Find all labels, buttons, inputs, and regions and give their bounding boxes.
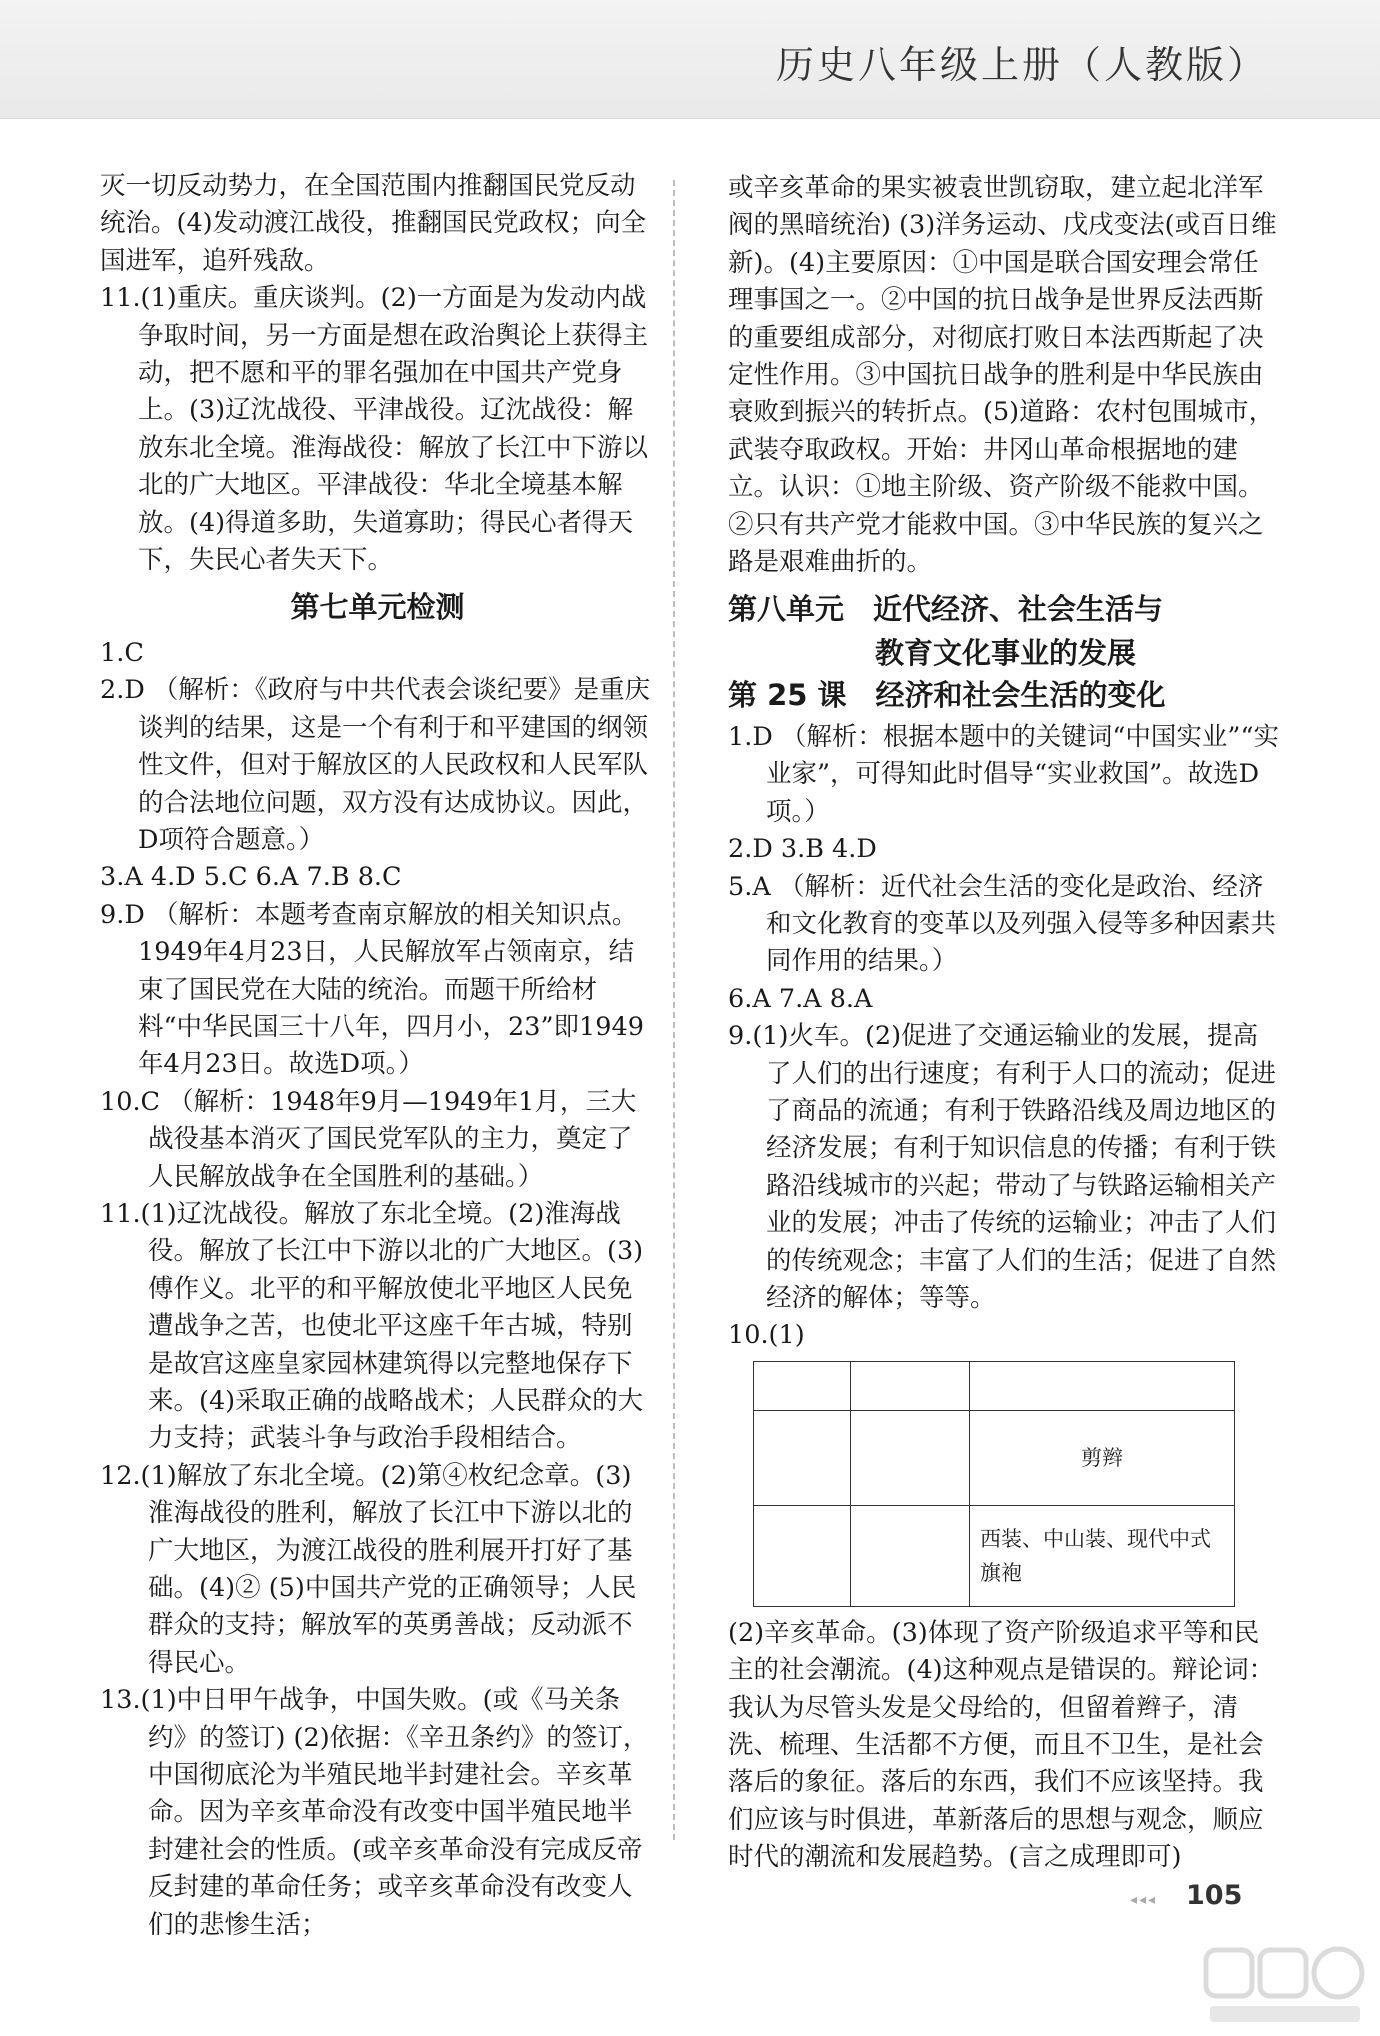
table-cell: 西装、中山装、现代中式旗袍: [970, 1505, 1235, 1606]
answer-item: 2.D （解析：《政府与中共代表会谈纪要》是重庆谈判的结果，这是一个有利于和平建国的纲领性文件，但对于解放区的人民政权和人民军队的合法地位问题，双方没有达成协议。因此，D项符合题意。）: [100, 675, 651, 855]
answer-paragraph: 或辛亥革命的果实被袁世凯窃取，建立起北洋军阀的黑暗统治) (3)洋务运动、戊戌变法(或百日维新)。(4)主要原因：①中国是联合国安理会常任理事国之一。②中国的抗日战争是世界反法西斯的重要组成部分，对彻底打败日本法西斯起了决定性作用。③中国抗日战争的胜利是中华民族由衰败到振兴的转折点。(5)道路：农村包围城市，武装夺取政权。开始：井冈山革命根据地的建立。认识：①地主阶级、资产阶级不能救中国。②只有共产党才能救中国。③中华民族的复兴之路是艰难曲折的。: [728, 173, 1277, 578]
table-cell: [754, 1361, 851, 1410]
answer-item: 6.A 7.A 8.A: [728, 983, 873, 1014]
book-title: 历史八年级上册（人教版）: [775, 43, 1268, 87]
table-cell: [754, 1505, 851, 1606]
watermark-logo-icon: [1200, 1944, 1370, 2030]
page-number-ornament: ◂◂◂: [1130, 1892, 1158, 1908]
unit8-title-line1: 第八单元 近代经济、社会生活与: [728, 592, 1164, 627]
unit8-title-line2: 教育文化事业的发展: [874, 636, 1136, 671]
right-column: [728, 170, 1283, 1877]
table-row: [754, 1410, 1235, 1505]
answer-item: 11.(1)重庆。重庆谈判。(2)一方面是为发动内战争取时间，另一方面是想在政治舆论上获得主动，把不愿和平的罪名强加在中国共产党身上。(3)辽沈战役、平津战役。辽沈战役：解放东北全境。淮海战役：解放了长江中下游以北的广大地区。平津战役：华北全境基本解放。(4)得道多助，失道寡助；得民心者得天下，失民心者失天下。: [100, 283, 649, 576]
answer-item: 3.A 4.D 5.C 6.A 7.B 8.C: [100, 862, 402, 893]
answer-item: 2.D 3.B 4.D: [728, 834, 877, 865]
page-number: 105: [1186, 1880, 1243, 1911]
answer-table: [753, 1361, 1235, 1607]
lesson-title: 第 25 课 经济和社会生活的变化: [728, 678, 1166, 713]
table-cell: [851, 1505, 970, 1606]
answer-item-label: 10.(1): [728, 1320, 805, 1351]
answer-item: 11.(1)辽沈战役。解放了东北全境。(2)淮海战役。解放了长江中下游以北的广大地区。(3)傅作义。北平的和平解放使北平地区人民免遭战争之苦，也使北平这座千年古城，特别是故宫这座皇家园林建筑得以完整地保存下来。(4)采取正确的战略战术；人民群众的大力支持；武装斗争与政治手段相结合。: [100, 1198, 644, 1454]
answer-paragraph: (2)辛亥革命。(3)体现了资产阶级追求平等和民主的社会潮流。(4)这种观点是错误的。辩论词：我认为尽管头发是父母给的，但留着辫子，清洗、梳理、生活都不方便，而且不卫生，是社会落后的象征。落后的东西，我们不应该坚持。我们应该与时俱进，革新落后的思想与观念，顺应时代的潮流和发展趋势。(言之成理即可): [728, 1617, 1275, 1873]
answer-item: 1.C: [100, 637, 144, 668]
table-cell: [851, 1361, 970, 1410]
left-column: [100, 168, 655, 1944]
answer-item: 9.(1)火车。(2)促进了交通运输业的发展，提高了人们的出行速度；有利于人口的流动；促进了商品的流通；有利于铁路沿线及周边地区的经济发展；有利于知识信息的传播；有利于铁路沿线城市的兴起；带动了与铁路运输相关产业的发展；冲击了传统的运输业；冲击了人们的传统观念；丰富了人们的生活；促进了自然经济的解体；等等。: [728, 1021, 1277, 1313]
table-row: [754, 1505, 1235, 1606]
answer-paragraph: 灭一切反动势力，在全国范围内推翻国民党反动统治。(4)发动渡江战役，推翻国民党政权；向全国进军，追歼残敌。: [100, 171, 647, 276]
column-divider: [673, 180, 675, 1840]
page-header: [0, 0, 1380, 119]
answer-item: 1.D （解析：根据本题中的关键词“中国实业”“实业家”，可得知此时倡导“实业救国”。故选D项。）: [728, 721, 1279, 827]
table-cell: 剪辫: [970, 1410, 1235, 1505]
table-cell: [970, 1361, 1235, 1410]
answer-item: 5.A （解析：近代社会生活的变化是政治、经济和文化教育的变革以及列强入侵等多种因素共同作用的结果。）: [728, 871, 1277, 977]
answer-item: 12.(1)解放了东北全境。(2)第④枚纪念章。(3)淮海战役的胜利，解放了长江中下游以北的广大地区，为渡江战役的胜利展开打好了基础。(4)② (5)中国共产党的正确领导；人民群众的支持；解放军的英勇善战；反动派不得民心。: [100, 1460, 637, 1678]
unit8-title: [728, 587, 1283, 675]
answer-item: 10.C （解析：1948年9月—1949年1月，三大战役基本消灭了国民党军队的主力，奠定了人民解放战争在全国胜利的基础。）: [100, 1086, 637, 1192]
unit7-title: 第七单元检测: [290, 590, 465, 625]
table-cell: [851, 1410, 970, 1505]
table-cell: [754, 1410, 851, 1505]
table-row: [754, 1361, 1235, 1410]
answer-item: 9.D （解析：本题考查南京解放的相关知识点。1949年4月23日，人民解放军占领南京，结束了国民党在大陆的统治。而题干所给材料“中华民国三十八年，四月小，23”即1949年4月23日。故选D项。）: [100, 899, 644, 1080]
answer-item: 13.(1)中日甲午战争，中国失败。(或《马关条约》的签订) (2)依据：《辛丑条约》的签订，中国彻底沦为半殖民地半封建社会。辛亥革命。因为辛亥革命没有改变中国半殖民地半封建社会的性质。(或辛亥革命没有完成反帝反封建的革命任务；或辛亥革命没有改变人们的悲惨生活；: [100, 1685, 649, 1940]
